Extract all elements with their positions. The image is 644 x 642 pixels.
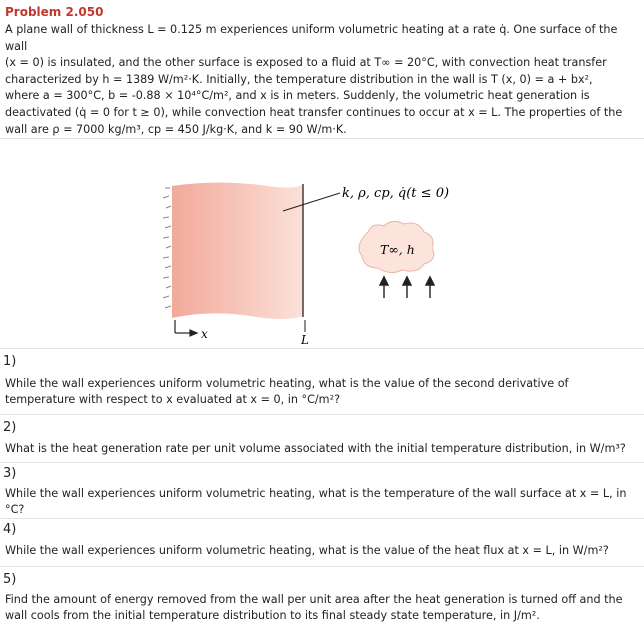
question-1-number: 1) [3, 354, 17, 369]
wall-properties-label: k, ρ, cp, q̇(t ≤ 0) [342, 186, 450, 201]
question-3-text: While the wall experiences uniform volumetric heating, what is the temperature of the wall surface at x = L, in °C? [5, 487, 627, 516]
insulation-hatch [163, 188, 171, 308]
divider [0, 462, 644, 463]
question-5-text: Find the amount of energy removed from the wall per unit area after the heat generation is turned off and the wall cools from the initial temperature distribution to its final steady state temperature, in J/m². [5, 593, 623, 622]
question-2-number: 2) [3, 420, 17, 435]
divider [0, 518, 644, 519]
x-axis-label: x [201, 327, 208, 341]
divider [0, 348, 644, 349]
statement-line-2: (x = 0) is insulated, and the other surface is exposed to a fluid at T∞ = 20°C, with convection heat transfer [5, 56, 607, 70]
L-label: L [301, 333, 309, 347]
divider [0, 414, 644, 415]
wall-slab [172, 183, 303, 320]
question-2-text: What is the heat generation rate per unit volume associated with the initial temperature distribution, in W/m³? [5, 442, 626, 455]
question-1-text: While the wall experiences uniform volumetric heating, what is the value of the second derivative of temperature with respect to x evaluated at x = 0, in °C/m²? [5, 377, 569, 406]
x-axis [175, 320, 197, 336]
statement-line-3: characterized by h = 1389 W/m²·K. Initially, the temperature distribution in the wall is T (x, 0) = a + bx², [5, 72, 593, 86]
statement-line-1: A plane wall of thickness L = 0.125 m experiences uniform volumetric heating at a rate q̇. One surface of the wall [5, 23, 618, 53]
divider [0, 566, 644, 567]
question-4-number: 4) [3, 522, 17, 537]
statement-line-5: deactivated (q̇ = 0 for t ≥ 0), while convection heat transfer continues to occur at x = L. The properties of the [5, 105, 623, 119]
statement-line-4: where a = 300°C, b = -0.88 × 10⁴°C/m², and x is in meters. Suddenly, the volumetric heat generation is [5, 89, 590, 103]
fluid-label: T∞, h [380, 242, 415, 257]
question-4-text: While the wall experiences uniform volumetric heating, what is the value of the heat flux at x = L, in W/m²? [5, 544, 609, 557]
statement-line-6: wall are ρ = 7000 kg/m³, cp = 450 J/kg·K, and k = 90 W/m·K. [5, 122, 347, 136]
question-5-number: 5) [3, 572, 17, 587]
problem-title: Problem 2.050 [5, 5, 104, 19]
flow-arrows [380, 277, 434, 298]
question-3-number: 3) [3, 466, 17, 481]
